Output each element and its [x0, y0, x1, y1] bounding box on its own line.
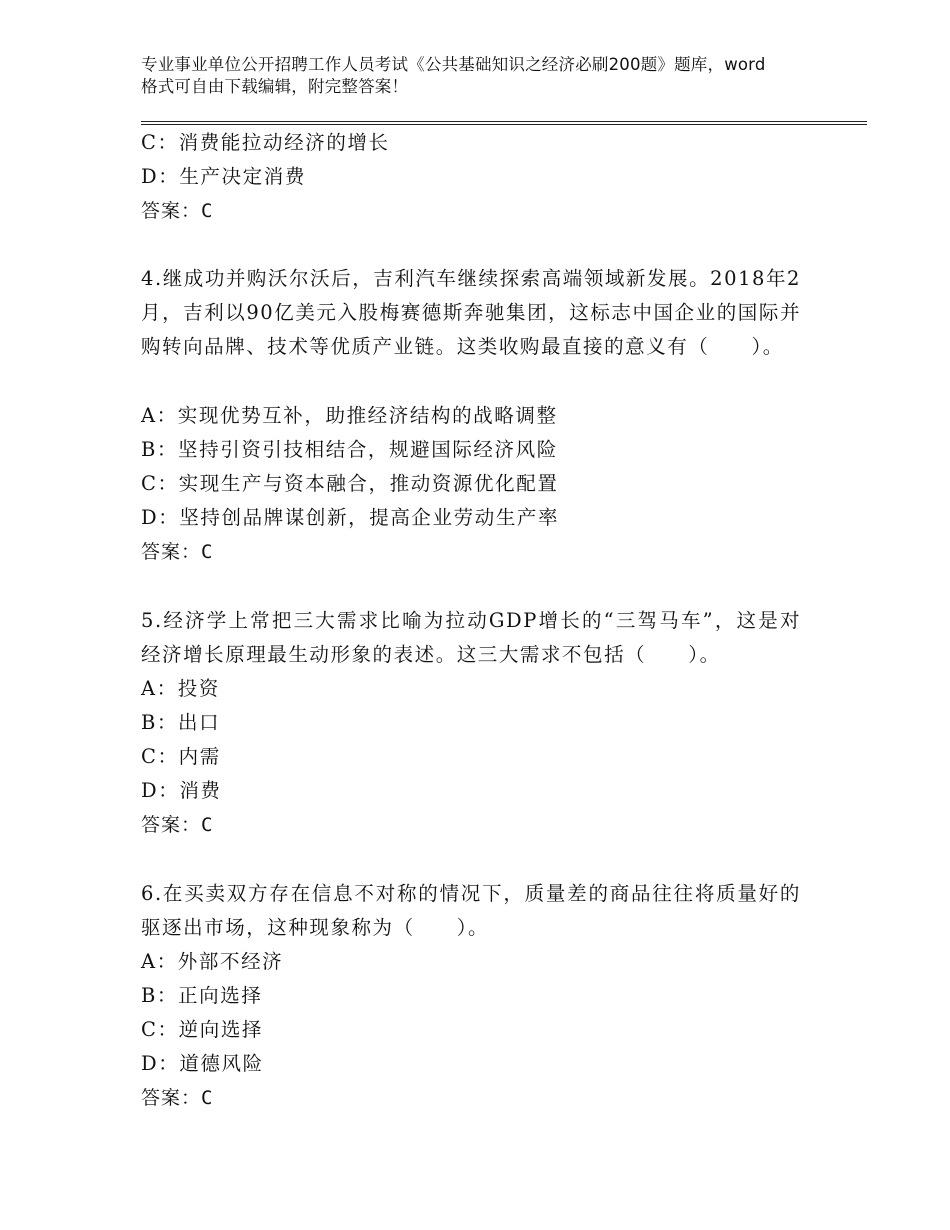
option-c: C：实现生产与资本融合，推动资源优化配置	[141, 472, 559, 495]
option-d: D：道德风险	[141, 1052, 264, 1075]
answer-value: C	[201, 1087, 214, 1109]
option-d: D：消费	[141, 779, 222, 802]
answer-label: 答案：	[141, 814, 202, 836]
answer-label: 答案：	[141, 1087, 202, 1109]
option-a: A：实现优势互补，助推经济结构的战略调整	[141, 404, 558, 427]
header-divider	[141, 121, 867, 125]
option-b: B：正向选择	[141, 984, 263, 1007]
option-b: B：出口	[141, 711, 221, 734]
option-c: C：内需	[141, 745, 221, 768]
document-header: 专业事业单位公开招聘工作人员考试《公共基础知识之经济必刷200题》题库，word格式可自由下载编辑，附完整答案！	[141, 55, 766, 96]
answer-label: 答案：	[141, 200, 202, 222]
answer-line	[141, 197, 213, 225]
answer-value: C	[201, 814, 214, 836]
option-d: D：坚持创品牌谋创新，提高企业劳动生产率	[141, 506, 560, 529]
option-b: B：坚持引资引技相结合，规避国际经济风险	[141, 438, 558, 461]
option-a: A：外部不经济	[141, 950, 284, 973]
option-d: D：生产决定消费	[141, 165, 306, 188]
answer-value: C	[201, 541, 214, 563]
answer-line	[141, 1084, 213, 1112]
option-a: A：投资	[141, 677, 220, 700]
question-stem: 6.在买卖双方存在信息不对称的情况下，质量差的商品往往将质量好的驱逐出市场，这种现象称为（ ）。	[141, 882, 801, 939]
answer-line	[141, 538, 213, 566]
answer-value: C	[201, 200, 214, 222]
question-stem: 5.经济学上常把三大需求比喻为拉动GDP增长的“三驾马车”，这是对经济增长原理最生动形象的表述。这三大需求不包括（ ）。	[141, 609, 801, 666]
question-stem: 4.继成功并购沃尔沃后，吉利汽车继续探索高端领域新发展。2018年2月，吉利以90亿美元入股梅赛德斯奔驰集团，这标志中国企业的国际并购转向品牌、技术等优质产业链。这类收购最直接的意义有（ ）。	[141, 267, 801, 358]
option-c: C：消费能拉动经济的增长	[141, 131, 390, 154]
answer-line	[141, 811, 213, 839]
answer-label: 答案：	[141, 541, 202, 563]
option-c: C：逆向选择	[141, 1018, 264, 1041]
